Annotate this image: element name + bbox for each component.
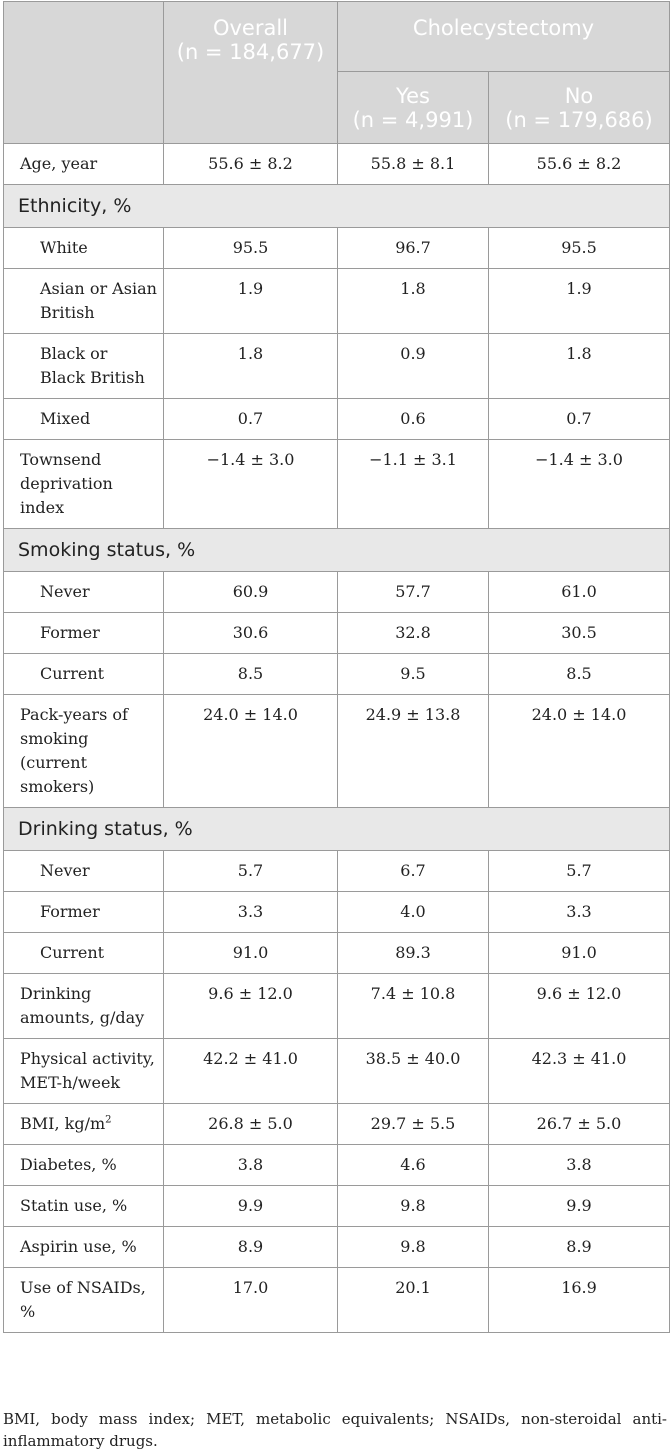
no-value: 9.6 ± 12.0 — [489, 974, 670, 1039]
no-value: 3.8 — [489, 1145, 670, 1186]
overall-value: 8.5 — [164, 654, 338, 695]
table-row — [4, 440, 670, 529]
overall-value: 42.2 ± 41.0 — [164, 1039, 338, 1104]
overall-value: 1.9 — [164, 269, 338, 334]
overall-value: 9.6 ± 12.0 — [164, 974, 338, 1039]
yes-value: 0.9 — [338, 334, 489, 399]
overall-value: 55.6 ± 8.2 — [164, 144, 338, 185]
no-value: 0.7 — [489, 399, 670, 440]
no-value: 24.0 ± 14.0 — [489, 695, 670, 808]
yes-value: 1.8 — [338, 269, 489, 334]
row-label: Never — [4, 851, 164, 892]
overall-value: 0.7 — [164, 399, 338, 440]
header-overall-title: Overall — [212, 16, 289, 40]
no-value: 8.5 — [489, 654, 670, 695]
table-row — [4, 572, 670, 613]
yes-value: 96.7 — [338, 228, 489, 269]
no-value: 8.9 — [489, 1227, 670, 1268]
table-row — [4, 974, 670, 1039]
header-overall — [164, 2, 338, 144]
section-row — [4, 808, 670, 851]
overall-value: 1.8 — [164, 334, 338, 399]
table-row — [4, 1186, 670, 1227]
overall-value: 3.3 — [164, 892, 338, 933]
no-value: 95.5 — [489, 228, 670, 269]
yes-value: 89.3 — [338, 933, 489, 974]
yes-value: 6.7 — [338, 851, 489, 892]
bmi-superscript: 2 — [105, 1114, 112, 1126]
table-row — [4, 144, 670, 185]
yes-value: 38.5 ± 40.0 — [338, 1039, 489, 1104]
header-yes — [338, 72, 489, 144]
row-label: Former — [4, 613, 164, 654]
overall-value: 24.0 ± 14.0 — [164, 695, 338, 808]
overall-value: 3.8 — [164, 1145, 338, 1186]
row-label: Drinking amounts, g/day — [4, 974, 164, 1039]
yes-value: 20.1 — [338, 1268, 489, 1333]
yes-value: 4.6 — [338, 1145, 489, 1186]
yes-value: 0.6 — [338, 399, 489, 440]
overall-value: 9.9 — [164, 1186, 338, 1227]
section-row — [4, 529, 670, 572]
no-value: 55.6 ± 8.2 — [489, 144, 670, 185]
row-label: Black or Black British — [4, 334, 164, 399]
row-label: Asian or Asian British — [4, 269, 164, 334]
no-value: 1.8 — [489, 334, 670, 399]
row-label: Age, year — [4, 144, 164, 185]
row-label: Mixed — [4, 399, 164, 440]
no-value: 91.0 — [489, 933, 670, 974]
no-value: 16.9 — [489, 1268, 670, 1333]
header-yes-n: (n = 4,991) — [352, 108, 474, 132]
no-value: −1.4 ± 3.0 — [489, 440, 670, 529]
table-row — [4, 1145, 670, 1186]
yes-value: 55.8 ± 8.1 — [338, 144, 489, 185]
bmi-label-text: BMI, kg/m — [20, 1114, 106, 1133]
overall-value: 26.8 ± 5.0 — [164, 1104, 338, 1145]
table-row — [4, 269, 670, 334]
row-label: Pack-years of smoking (current smokers) — [4, 695, 164, 808]
header-no-title: No — [564, 84, 594, 108]
table-row — [4, 851, 670, 892]
header-no-n: (n = 179,686) — [505, 108, 653, 132]
no-value: 30.5 — [489, 613, 670, 654]
table-row — [4, 892, 670, 933]
overall-value: 5.7 — [164, 851, 338, 892]
row-label: Townsend deprivation index — [4, 440, 164, 529]
section-row — [4, 185, 670, 228]
overall-value: 95.5 — [164, 228, 338, 269]
table-row — [4, 613, 670, 654]
table-row — [4, 1268, 670, 1333]
yes-value: 29.7 ± 5.5 — [338, 1104, 489, 1145]
row-label: White — [4, 228, 164, 269]
overall-value: 30.6 — [164, 613, 338, 654]
no-value: 9.9 — [489, 1186, 670, 1227]
overall-value: −1.4 ± 3.0 — [164, 440, 338, 529]
no-value: 26.7 ± 5.0 — [489, 1104, 670, 1145]
yes-value: 4.0 — [338, 892, 489, 933]
section-label: Smoking status, % — [4, 529, 670, 572]
header-no — [489, 72, 670, 144]
table-row — [4, 654, 670, 695]
table-row — [4, 334, 670, 399]
table-row — [4, 933, 670, 974]
row-label: Use of NSAIDs, % — [4, 1268, 164, 1333]
overall-value: 91.0 — [164, 933, 338, 974]
yes-value: 9.8 — [338, 1227, 489, 1268]
header-empty-cell — [4, 2, 164, 144]
section-label: Ethnicity, % — [4, 185, 670, 228]
no-value: 5.7 — [489, 851, 670, 892]
section-label: Drinking status, % — [4, 808, 670, 851]
header-yes-title: Yes — [396, 84, 430, 108]
table-row — [4, 399, 670, 440]
yes-value: −1.1 ± 3.1 — [338, 440, 489, 529]
no-value: 61.0 — [489, 572, 670, 613]
table-footnote: BMI, body mass index; MET, metabolic equivalents; NSAIDs, non-steroidal anti-inflammatory drugs. — [3, 1410, 667, 1450]
yes-value: 9.8 — [338, 1186, 489, 1227]
no-value: 3.3 — [489, 892, 670, 933]
table-row — [4, 1104, 670, 1145]
table-row — [4, 695, 670, 808]
row-label: Diabetes, % — [4, 1145, 164, 1186]
table-row — [4, 1227, 670, 1268]
no-value: 1.9 — [489, 269, 670, 334]
yes-value: 24.9 ± 13.8 — [338, 695, 489, 808]
no-value: 42.3 ± 41.0 — [489, 1039, 670, 1104]
yes-value: 9.5 — [338, 654, 489, 695]
characteristics-table — [3, 1, 670, 1333]
row-label — [4, 1104, 164, 1145]
table-row — [4, 1039, 670, 1104]
overall-value: 60.9 — [164, 572, 338, 613]
row-label: Aspirin use, % — [4, 1227, 164, 1268]
header-cholecystectomy: Cholecystectomy — [338, 2, 670, 72]
row-label: Current — [4, 933, 164, 974]
overall-value: 17.0 — [164, 1268, 338, 1333]
row-label: Physical activity, MET-h/week — [4, 1039, 164, 1104]
yes-value: 57.7 — [338, 572, 489, 613]
table-row — [4, 228, 670, 269]
row-label: Former — [4, 892, 164, 933]
row-label: Statin use, % — [4, 1186, 164, 1227]
row-label: Never — [4, 572, 164, 613]
overall-value: 8.9 — [164, 1227, 338, 1268]
row-label: Current — [4, 654, 164, 695]
yes-value: 7.4 ± 10.8 — [338, 974, 489, 1039]
yes-value: 32.8 — [338, 613, 489, 654]
header-overall-n: (n = 184,677) — [176, 40, 325, 64]
